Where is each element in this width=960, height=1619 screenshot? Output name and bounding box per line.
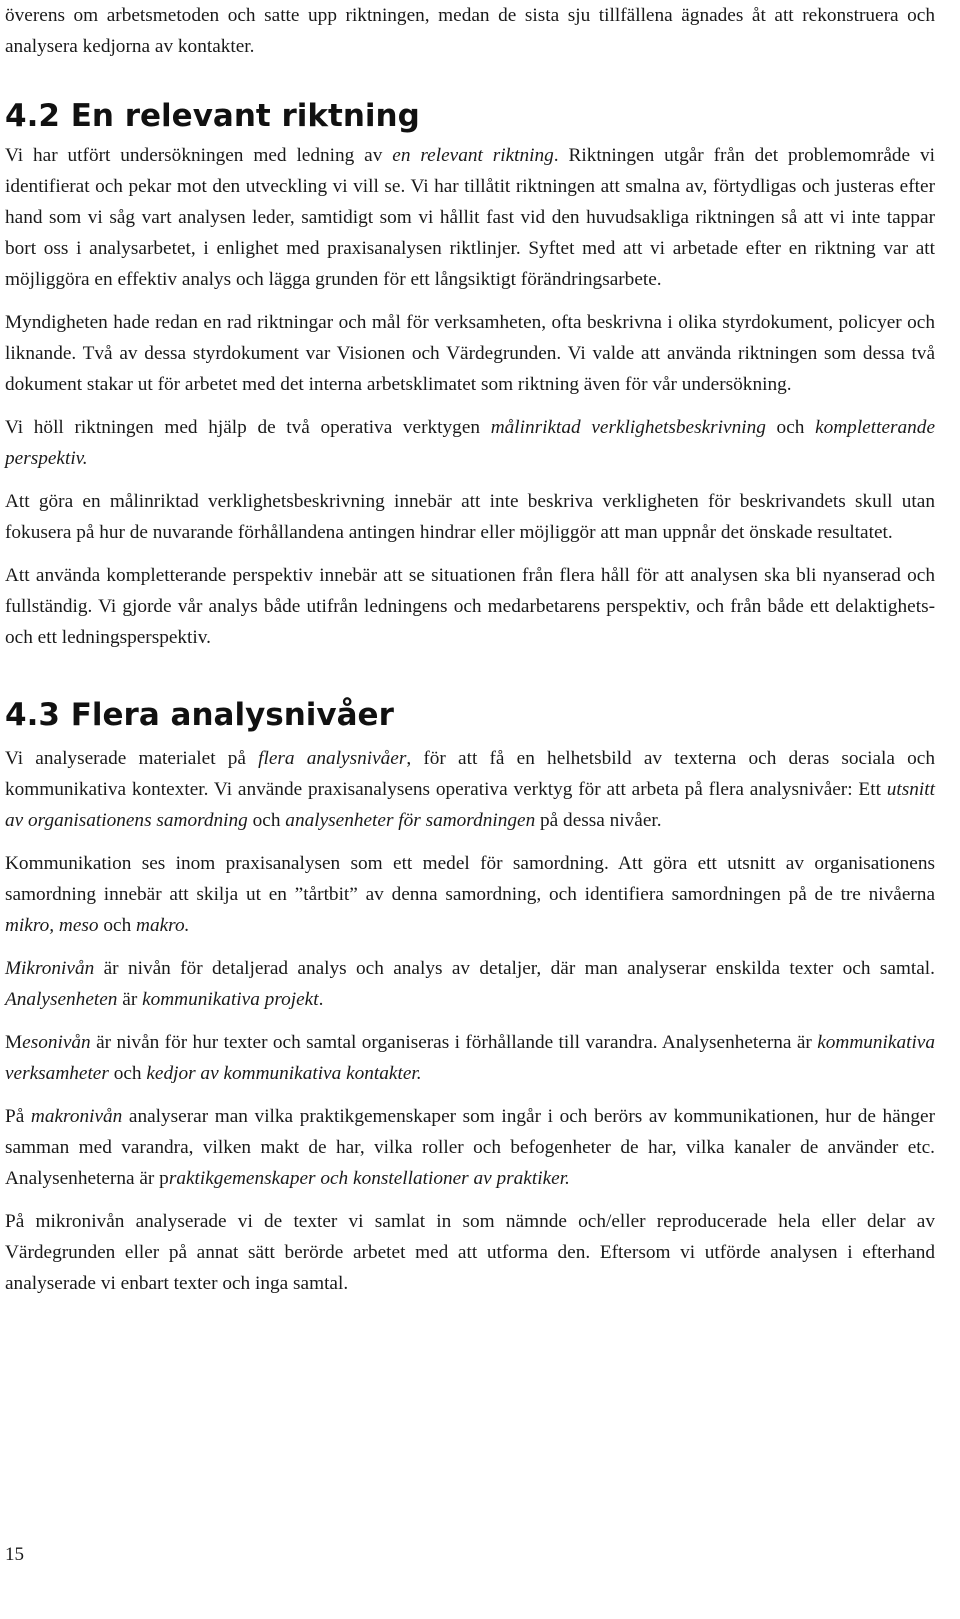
text-run: Vi analyserade materialet på	[5, 748, 259, 769]
text-run: och	[98, 915, 137, 936]
text-run: Kommunikation ses inom praxisanalysen som ett medel för samordning. Att göra ett utsnitt av organisationens samordning innebär att skilja ut en ”tårtbit” av denna samordning, och identifiera samordningen på de tre nivåerna	[5, 853, 935, 905]
emphasis-text: målinriktad verklighetsbeskrivning	[490, 417, 766, 438]
text-run: på dessa nivåer.	[535, 810, 662, 831]
emphasis-text: Mikronivån	[5, 958, 95, 979]
text-run: Vi höll riktningen med hjälp de två operativa verktygen	[5, 417, 491, 438]
text-run: och	[108, 1063, 147, 1084]
paragraph-communication-coordination	[5, 848, 935, 941]
paragraph-meso-level	[5, 1027, 935, 1089]
emphasis-text: kedjor av kommunikativa kontakter.	[146, 1063, 422, 1084]
emphasis-text: analysenheter för samordningen	[285, 810, 536, 831]
emphasis-text: utsnitt av organisationens samordning	[5, 779, 935, 831]
text-run: M	[5, 1032, 23, 1053]
document-page	[5, 0, 935, 1299]
emphasis-text: raktikgemenskaper och konstellationer av praktiker.	[168, 1168, 570, 1189]
paragraph-micro-level	[5, 953, 935, 1015]
text-run: .	[318, 989, 324, 1010]
emphasis-text: mikro, meso	[5, 915, 99, 936]
text-run: är	[117, 989, 143, 1010]
text-run: Vi har utfört undersökningen med ledning av	[5, 145, 393, 166]
paragraph-goal-oriented-description: Att göra en målinriktad verklighetsbeskrivning innebär att inte beskriva verkligheten för beskrivandets skull utan fokusera på hur de nuvarande förhållandena antingen hindrar eller möjliggör att man uppnår det önskade resultatet.	[5, 491, 935, 543]
paragraph-complementary-perspective: Att använda kompletterande perspektiv innebär att se situationen från flera håll för att analysen ska bli nyanserad och fullständig. Vi gjorde vår analys både utifrån ledningens och medarbetarens perspektiv, och från både ett delaktighets- och ett ledningsperspektiv.	[5, 565, 935, 648]
paragraph-relevant-direction	[5, 140, 935, 295]
paragraph-macro-level	[5, 1101, 935, 1194]
emphasis-text: esonivån	[22, 1032, 91, 1053]
emphasis-text: en relevant riktning	[392, 145, 554, 166]
emphasis-text: makronivån	[30, 1106, 123, 1127]
text-run: är nivån för detaljerad analys och analys av detaljer, där man analyserar enskilda texter och samtal.	[94, 958, 935, 979]
text-run: analyserar man vilka praktikgemenskaper som ingår i och berörs av kommunikationen, hur de hänger samman med varandra, vilken makt de har, vilka roller och befogenheter de har, vilka kanaler de använder etc. Analysenheterna är p	[5, 1106, 935, 1189]
text-run: , för att få en helhetsbild av texterna och deras sociala och kommunikativa kontexter. Vi använde praxisanalysens operativa verktyg för att arbeta på flera analysnivåer: Ett	[5, 748, 935, 800]
emphasis-text: flera analysnivåer	[258, 748, 407, 769]
text-run: . Riktningen utgår från det problemområde vi identifierat och pekar mot den utveckling vi vill se. Vi har tillåtit riktningen att smalna av, förtydligas och justeras efter hand som vi såg vart analysen leder, samtidigt som vi hållit fast vid den huvudsakliga riktningen så att vi inte tappar bort oss i analysarbetet, i enlighet med praxisanalysen riktlinjer. Syftet med att vi arbetade efter en riktning var att möjliggöra en effektiv analys och lägga grunden för ett långsiktigt förändringsarbete.	[5, 145, 935, 290]
emphasis-text: kommunikativa projekt	[142, 989, 319, 1010]
section-heading-4-3: 4.3 Flera analysnivåer	[5, 697, 394, 733]
emphasis-text: makro.	[136, 915, 190, 936]
text-run: är nivån för hur texter och samtal organiseras i förhållande till varandra. Analysenheterna är	[90, 1032, 818, 1053]
text-run: På	[5, 1106, 31, 1127]
paragraph-micro-analysis: På mikronivån analyserade vi de texter vi samlat in som nämnde och/eller reproducerade hela eller delar av Värdegrunden eller på annat sätt berörde arbetet med att utforma den. Eftersom vi utförde analysen i efterhand analyserade vi enbart texter och inga samtal.	[5, 1211, 935, 1294]
text-run: och	[765, 417, 816, 438]
page-number: 15	[5, 1544, 24, 1565]
emphasis-text: kommunikativa verksamheter	[5, 1032, 935, 1084]
paragraph-steering-documents: Myndigheten hade redan en rad riktningar och mål för verksamheten, ofta beskrivna i olika styrdokument, policyer och liknande. Två av dessa styrdokument var Visionen och Värdegrunden. Vi valde att använda riktningen som dessa två dokument stakar ut för arbetet med det interna arbetsklimatet som riktning även för vår undersökning.	[5, 312, 935, 395]
section-heading-4-2: 4.2 En relevant riktning	[5, 98, 420, 134]
paragraph-analysis-levels	[5, 743, 935, 836]
paragraph-operative-tools	[5, 412, 935, 474]
text-run: och	[247, 810, 286, 831]
emphasis-text: Analysenheten	[5, 989, 118, 1010]
paragraph-intro-continued: överens om arbetsmetoden och satte upp riktningen, medan de sista sju tillfällena ägnades åt att rekonstruera och analysera kedjorna av kontakter.	[5, 5, 935, 57]
emphasis-text: kompletterande perspektiv.	[5, 417, 935, 469]
